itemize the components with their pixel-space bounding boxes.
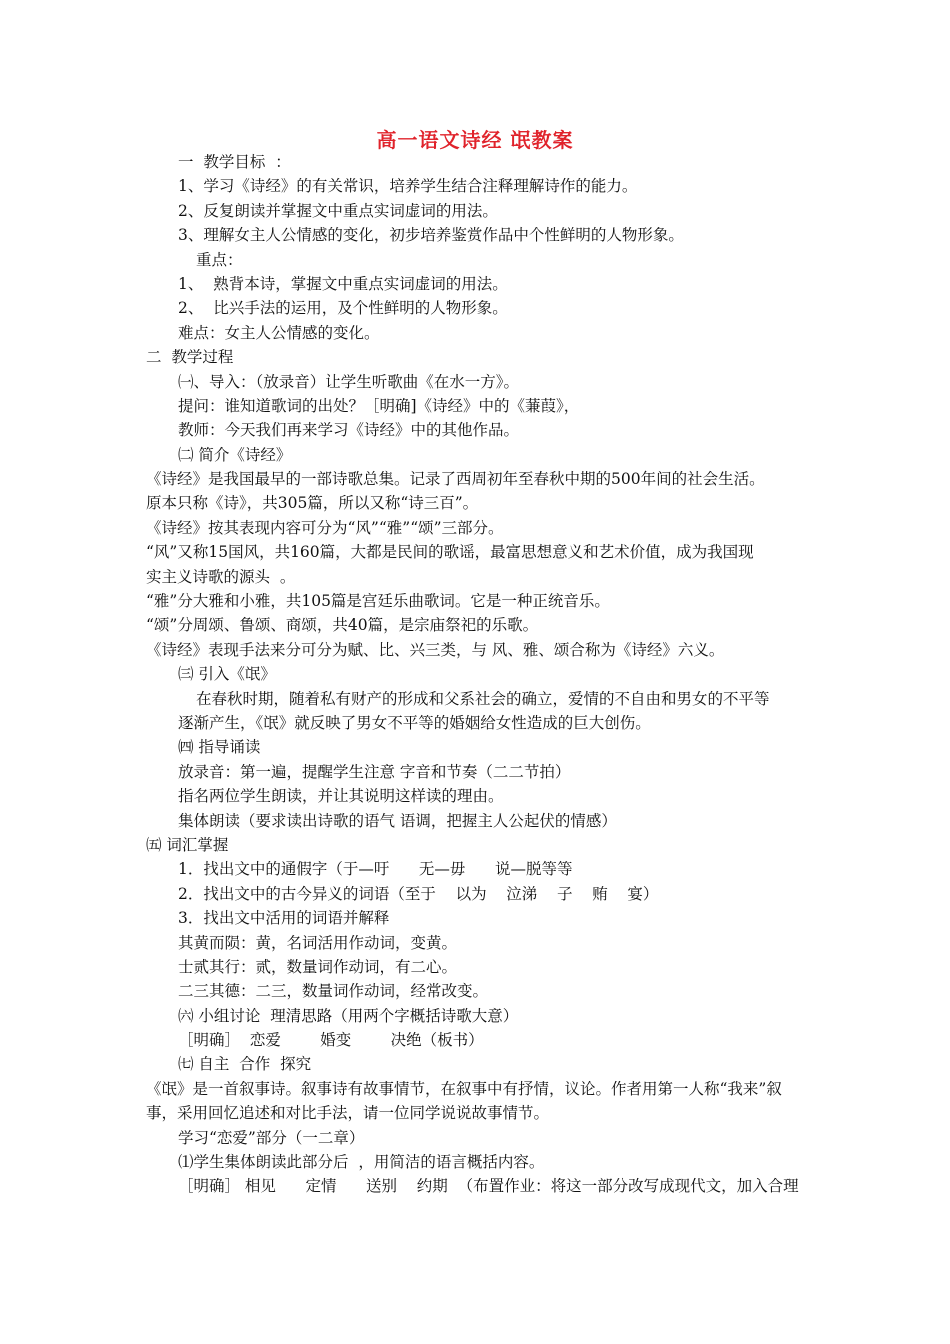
text-line: 1、学习《诗经》的有关常识，培养学生结合注释理解诗作的能力。 bbox=[178, 177, 638, 196]
text-line: “颂”分周颂、鲁颂、商颂，共40篇，是宗庙祭祀的乐歌。 bbox=[146, 616, 539, 635]
text-line: ㈢ 引入《氓》 bbox=[178, 665, 276, 684]
text-line: 其黄而陨：黄，名词活用作动词，变黄。 bbox=[178, 933, 458, 952]
text-line: 1．找出文中的通假字（于—吁 无—毋 说—脱等等 bbox=[178, 860, 573, 879]
text-line: 重点： bbox=[196, 250, 243, 269]
text-line: 一 教学目标 ： bbox=[178, 153, 291, 171]
text-line: 3、理解女主人公情感的变化，初步培养鉴赏作品中个性鲜明的人物形象。 bbox=[178, 226, 684, 245]
text-line: 指名两位学生朗读，并让其说明这样读的理由。 bbox=[178, 787, 504, 806]
text-line: ［明确］ 恋爱 婚变 决绝（板书） bbox=[178, 1031, 484, 1050]
text-line: ㈠、导入：（放录音）让学生听歌曲《在水一方》。 bbox=[178, 372, 520, 391]
text-line: 实主义诗歌的源头 。 bbox=[146, 567, 296, 586]
text-line: 在春秋时期，随着私有财产的形成和父系社会的确立，爱情的不自由和男女的不平等 bbox=[196, 689, 770, 708]
text-line: 集体朗读（要求读出诗歌的语气 语调，把握主人公起伏的情感） bbox=[178, 811, 617, 830]
text-line: 《诗经》按其表现内容可分为“风”“雅”“颂”三部分。 bbox=[146, 518, 504, 537]
text-line: 2．找出文中的古今异义的词语（至于 以为 泣涕 子 贿 宴） bbox=[178, 884, 659, 903]
text-line: ㈡ 简介《诗经》 bbox=[178, 445, 292, 464]
text-line: 事，采用回忆追述和对比手法，请一位同学说说故事情节。 bbox=[146, 1104, 550, 1123]
text-line: 提问：谁知道歌词的出处？［明确]《诗经》中的《蒹葭》， bbox=[178, 396, 580, 415]
text-line: 《氓》是一首叙事诗。叙事诗有故事情节，在叙事中有抒情，议论。作者用第一人称“我来”叙 bbox=[146, 1079, 782, 1098]
text-line: 《诗经》是我国最早的一部诗歌总集。记录了西周初年至春秋中期的500年间的社会生活。 bbox=[146, 470, 765, 489]
document-title: 高一语文诗经 氓教案 bbox=[376, 128, 574, 152]
text-line: 《诗经》表现手法来分可分为赋、比、兴三类，与 风、雅、颂合称为《诗经》六义。 bbox=[146, 640, 725, 659]
text-line: 2、 比兴手法的运用，及个性鲜明的人物形象。 bbox=[178, 299, 508, 318]
text-line: 逐渐产生，《氓》就反映了男女不平等的婚姻给女性造成的巨大创伤。 bbox=[178, 713, 651, 732]
text-line: 原本只称《诗》，共305篇，所以又称“诗三百”。 bbox=[146, 494, 479, 513]
text-line: ㈣ 指导诵读 bbox=[178, 738, 261, 757]
text-line: 放录音：第一遍，提醒学生注意 字音和节奏（二二节拍） bbox=[178, 762, 571, 781]
text-line: 难点：女主人公情感的变化。 bbox=[178, 323, 380, 342]
text-line: ［明确］ 相见 定情 送别 约期 （布置作业：将这一部分改写成现代文，加入合理 bbox=[178, 1177, 799, 1196]
text-line: 教师：今天我们再来学习《诗经》中的其他作品。 bbox=[178, 421, 520, 440]
text-line: 二 教学过程 bbox=[146, 348, 234, 367]
text-line: 3．找出文中活用的词语并解释 bbox=[178, 909, 390, 928]
text-line: ⑴学生集体朗读此部分后 ，用简洁的语言概括内容。 bbox=[178, 1153, 545, 1172]
text-line: ㈤ 词汇掌握 bbox=[146, 835, 229, 854]
text-line: 2、反复朗读并掌握文中重点实词虚词的用法。 bbox=[178, 201, 498, 220]
text-line: “风”又称15国风，共160篇，大都是民间的歌谣，最富思想意义和艺术价值，成为我国现 bbox=[146, 543, 754, 562]
text-line: ㈥ 小组讨论 理清思路（用两个字概括诗歌大意） bbox=[178, 1006, 519, 1025]
document-body bbox=[146, 150, 814, 1199]
text-line: 士贰其行：贰，数量词作动词，有二心。 bbox=[178, 957, 458, 976]
text-line: 1、 熟背本诗，掌握文中重点实词虚词的用法。 bbox=[178, 274, 508, 293]
text-line: 二三其德：二三，数量词作动词，经常改变。 bbox=[178, 982, 489, 1001]
text-line: 学习“恋爱”部分（一二章） bbox=[178, 1128, 365, 1147]
text-line: ㈦ 自主 合作 探究 bbox=[178, 1055, 312, 1074]
text-line: “雅”分大雅和小雅，共105篇是宫廷乐曲歌词。它是一种正统音乐。 bbox=[146, 592, 610, 611]
